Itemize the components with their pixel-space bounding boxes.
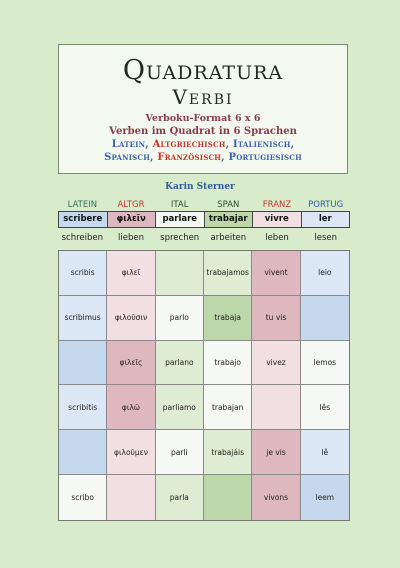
grid-cell: lês (301, 385, 349, 430)
grid-cell: parla (156, 475, 204, 520)
german-translation: schreiben (61, 233, 104, 243)
grid-cell: vivez (252, 341, 300, 386)
title-sub: Verbi (172, 85, 234, 109)
grid-cell-empty[interactable] (59, 430, 107, 475)
language-name: , (225, 139, 233, 150)
grid-cell: scribitis (59, 385, 107, 430)
language-name: Französisch (157, 152, 222, 163)
verb-grid (58, 250, 350, 521)
title-box (58, 44, 348, 174)
language-name: Altgriechisch (152, 139, 226, 150)
grid-cell: trabajáis (204, 430, 252, 475)
author-name: Karin Sterner (165, 182, 235, 192)
grid-cell: parli (156, 430, 204, 475)
german-translation: lieben (118, 233, 144, 243)
language-name: Portugiesisch (228, 152, 302, 163)
grid-cell: je vis (252, 430, 300, 475)
grid-cell: φιλοῦμεν (107, 430, 155, 475)
grid-cell: φιλῶ (107, 385, 155, 430)
grid-cell-empty[interactable] (252, 385, 300, 430)
title-main: Quadratura (122, 55, 284, 86)
verb-infinitive: ler (302, 212, 350, 227)
header-franz: FRANZ (262, 200, 292, 210)
grid-cell-empty[interactable] (59, 341, 107, 386)
grid-cell: leem (301, 475, 349, 520)
verb-infinitive: scribere (59, 212, 108, 227)
language-name: Spanisch (104, 152, 151, 163)
grid-cell: vivent (252, 251, 300, 296)
language-name: , (221, 152, 229, 163)
german-translation: arbeiten (210, 233, 247, 243)
header-portug: PORTUG (308, 200, 344, 210)
grid-cell: φιλοῦσιν (107, 296, 155, 341)
header-altgr: ALTGR (117, 200, 145, 210)
grid-cell: trabajo (204, 341, 252, 386)
grid-cell: lemos (301, 341, 349, 386)
grid-cell: trabajan (204, 385, 252, 430)
grid-cell-empty[interactable] (156, 251, 204, 296)
language-name: , (150, 152, 158, 163)
grid-cell: trabajamos (204, 251, 252, 296)
verb-infinitive: parlare (156, 212, 205, 227)
verb-infinitive: φιλεῖν (108, 212, 157, 227)
german-translation: leben (265, 233, 289, 243)
grid-cell: scribo (59, 475, 107, 520)
verb-row (58, 211, 350, 228)
verb-infinitive: trabajar (205, 212, 254, 227)
header-ital: ITAL (170, 200, 189, 210)
grid-cell: φιλεῖ (107, 251, 155, 296)
language-name: Latein (111, 139, 146, 150)
german-translation: sprechen (160, 233, 200, 243)
german-translation: lesen (314, 233, 338, 243)
verb-infinitive: vivre (253, 212, 302, 227)
format-label: Verboku-Format 6 x 6 (145, 113, 261, 124)
language-headers (58, 199, 350, 211)
grid-cell-empty[interactable] (301, 296, 349, 341)
grid-cell: φιλεῖς (107, 341, 155, 386)
grid-cell: leio (301, 251, 349, 296)
translation-row (58, 231, 350, 245)
grid-cell: trabaja (204, 296, 252, 341)
grid-cell: scribis (59, 251, 107, 296)
language-name: , (145, 139, 153, 150)
grid-cell: parliamo (156, 385, 204, 430)
grid-cell: parlo (156, 296, 204, 341)
header-span: SPAN (217, 200, 240, 210)
grid-cell: lê (301, 430, 349, 475)
languages-line-2 (59, 151, 347, 164)
grid-cell: scribimus (59, 296, 107, 341)
grid-cell: parlano (156, 341, 204, 386)
header-latein: LATEIN (67, 200, 98, 210)
subtitle: Verben im Quadrat in 6 Sprachen (109, 126, 297, 137)
language-name: Italienisch, (233, 139, 295, 150)
grid-cell-empty[interactable] (107, 475, 155, 520)
languages-line-1 (59, 138, 347, 151)
grid-cell: vivons (252, 475, 300, 520)
grid-cell-empty[interactable] (204, 475, 252, 520)
grid-cell: tu vis (252, 296, 300, 341)
